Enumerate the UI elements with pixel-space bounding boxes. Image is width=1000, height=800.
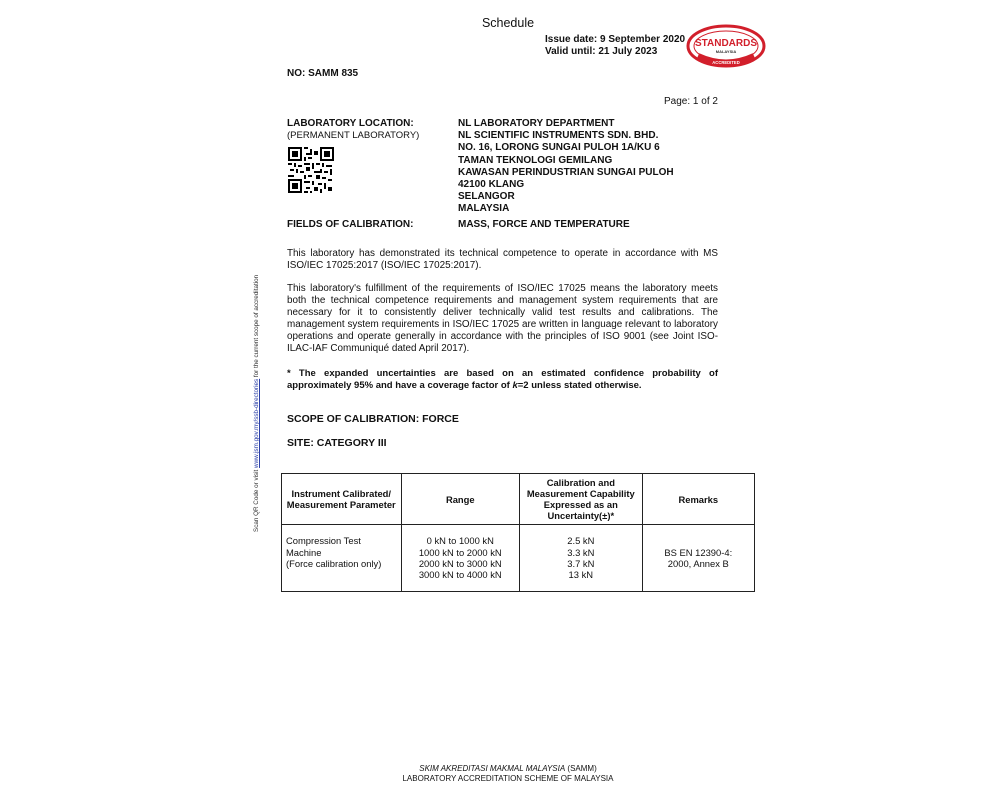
fields-of-calibration-label: FIELDS OF CALIBRATION: — [287, 219, 414, 230]
column-header-range: Range — [401, 474, 520, 525]
qr-code-icon[interactable] — [288, 147, 334, 193]
range-value: 2000 kN to 3000 kN — [418, 558, 502, 569]
range-value: 0 kN to 1000 kN — [426, 535, 494, 547]
instrument-cell — [282, 525, 402, 592]
footer-scheme-abbrev: (SAMM) — [565, 764, 597, 773]
address-line: KAWASAN PERINDUSTRIAN SUNGAI PULOH — [458, 166, 674, 178]
side-note-suffix: for the current scope of accreditation — [253, 274, 260, 379]
fields-of-calibration-value: MASS, FORCE AND TEMPERATURE — [458, 219, 630, 230]
uncertainty-note-tail: =2 unless stated otherwise. — [517, 379, 642, 391]
issue-date: Issue date: 9 September 2020 — [545, 34, 686, 45]
address-line: NO. 16, LORONG SUNGAI PULOH 1A/KU 6 — [458, 142, 660, 154]
accreditation-number: NO: SAMM 835 — [287, 68, 359, 79]
competence-paragraph: This laboratory has demonstrated its technical competence to operate in accordance with MS ISO/IEC 17025:2017 (ISO/IEC 17025:2017). — [287, 248, 718, 271]
uncertainty-note — [287, 368, 718, 392]
coverage-factor-symbol: k — [512, 379, 518, 391]
column-header-cmc: Calibration and Measurement Capability Expressed as an Uncertainty(±)* — [520, 474, 643, 525]
standards-malaysia-accredited-logo — [686, 24, 766, 68]
remarks-line: BS EN 12390-4: — [664, 546, 733, 558]
footer-scheme-malay-name: SKIM AKREDITASI MAKMAL MALAYSIA — [419, 764, 566, 773]
address-line: TAMAN TEKNOLOGI GEMILANG — [458, 154, 613, 166]
fulfillment-paragraph: This laboratory's fulfillment of the requirements of ISO/IEC 17025 means the laboratory meets both the technical competence requirements and management system requirements that are necessary for it to consistently deliver technically valid test results and calibrations. The management system requirements in ISO/IEC 17025 are written in language relevant to laboratory operations and operate generally in accordance with the principles of ISO 9001 (see Joint ISO-ILAC-IAF Communiqué dated April 2017). — [287, 283, 718, 354]
address-line: MALAYSIA — [458, 203, 510, 215]
site-category: SITE: CATEGORY III — [287, 437, 387, 449]
uncertainty-cell — [520, 525, 643, 592]
laboratory-address — [458, 118, 674, 216]
directory-link[interactable]: www.jsm.gov.my/ssb-directories — [253, 378, 260, 468]
range-cell — [401, 525, 520, 592]
laboratory-location-label: LABORATORY LOCATION: — [287, 118, 414, 129]
column-header-instrument: Instrument Calibrated/ Measurement Parameter — [282, 474, 402, 525]
side-note-prefix: Scan QR Code or visit — [253, 467, 260, 532]
instrument-line: Compression Test — [286, 535, 361, 547]
laboratory-location-sublabel: (PERMANENT LABORATORY) — [287, 130, 420, 141]
footer — [0, 764, 1000, 784]
issue-validity-block — [545, 34, 685, 58]
logo-arc-text: ACCREDITED — [712, 60, 740, 65]
remarks-line: 2000, Annex B — [667, 558, 729, 569]
calibration-scope-table — [281, 473, 755, 592]
table-row — [282, 525, 755, 592]
footer-scheme-malay — [0, 764, 1000, 774]
laboratory-location-label-block — [287, 118, 419, 142]
uncertainty-value: 3.3 kN — [567, 546, 595, 558]
table-header-row — [282, 474, 755, 525]
range-value: 1000 kN to 2000 kN — [418, 546, 502, 558]
uncertainty-note-text: * The expanded uncertainties are based on an estimated confidence probability of approximately 95% and have a coverage factor of — [287, 368, 718, 391]
page-number: Page: 1 of 2 — [664, 96, 718, 107]
address-line: 42100 KLANG — [458, 179, 525, 191]
uncertainty-value: 3.7 kN — [567, 558, 595, 569]
instrument-line: Machine — [286, 546, 322, 558]
range-value: 3000 kN to 4000 kN — [418, 569, 502, 581]
footer-scheme-english: LABORATORY ACCREDITATION SCHEME OF MALAYSIA — [402, 774, 614, 783]
address-line: NL SCIENTIFIC INSTRUMENTS SDN. BHD. — [458, 130, 659, 142]
uncertainty-value: 13 kN — [568, 569, 594, 581]
uncertainty-value: 2.5 kN — [567, 535, 595, 547]
document-title: Schedule — [481, 16, 535, 30]
valid-until: Valid until: 21 July 2023 — [545, 46, 658, 57]
address-line: NL LABORATORY DEPARTMENT — [458, 118, 615, 129]
logo-sub-text: MALAYSIA — [715, 49, 737, 54]
scan-qr-side-note — [253, 252, 260, 532]
instrument-line: (Force calibration only) — [286, 558, 382, 569]
address-line: SELANGOR — [458, 191, 515, 203]
column-header-remarks: Remarks — [642, 474, 754, 525]
logo-main-text: STANDARDS — [694, 38, 758, 49]
remarks-cell — [642, 525, 754, 592]
scope-of-calibration: SCOPE OF CALIBRATION: FORCE — [287, 413, 459, 425]
